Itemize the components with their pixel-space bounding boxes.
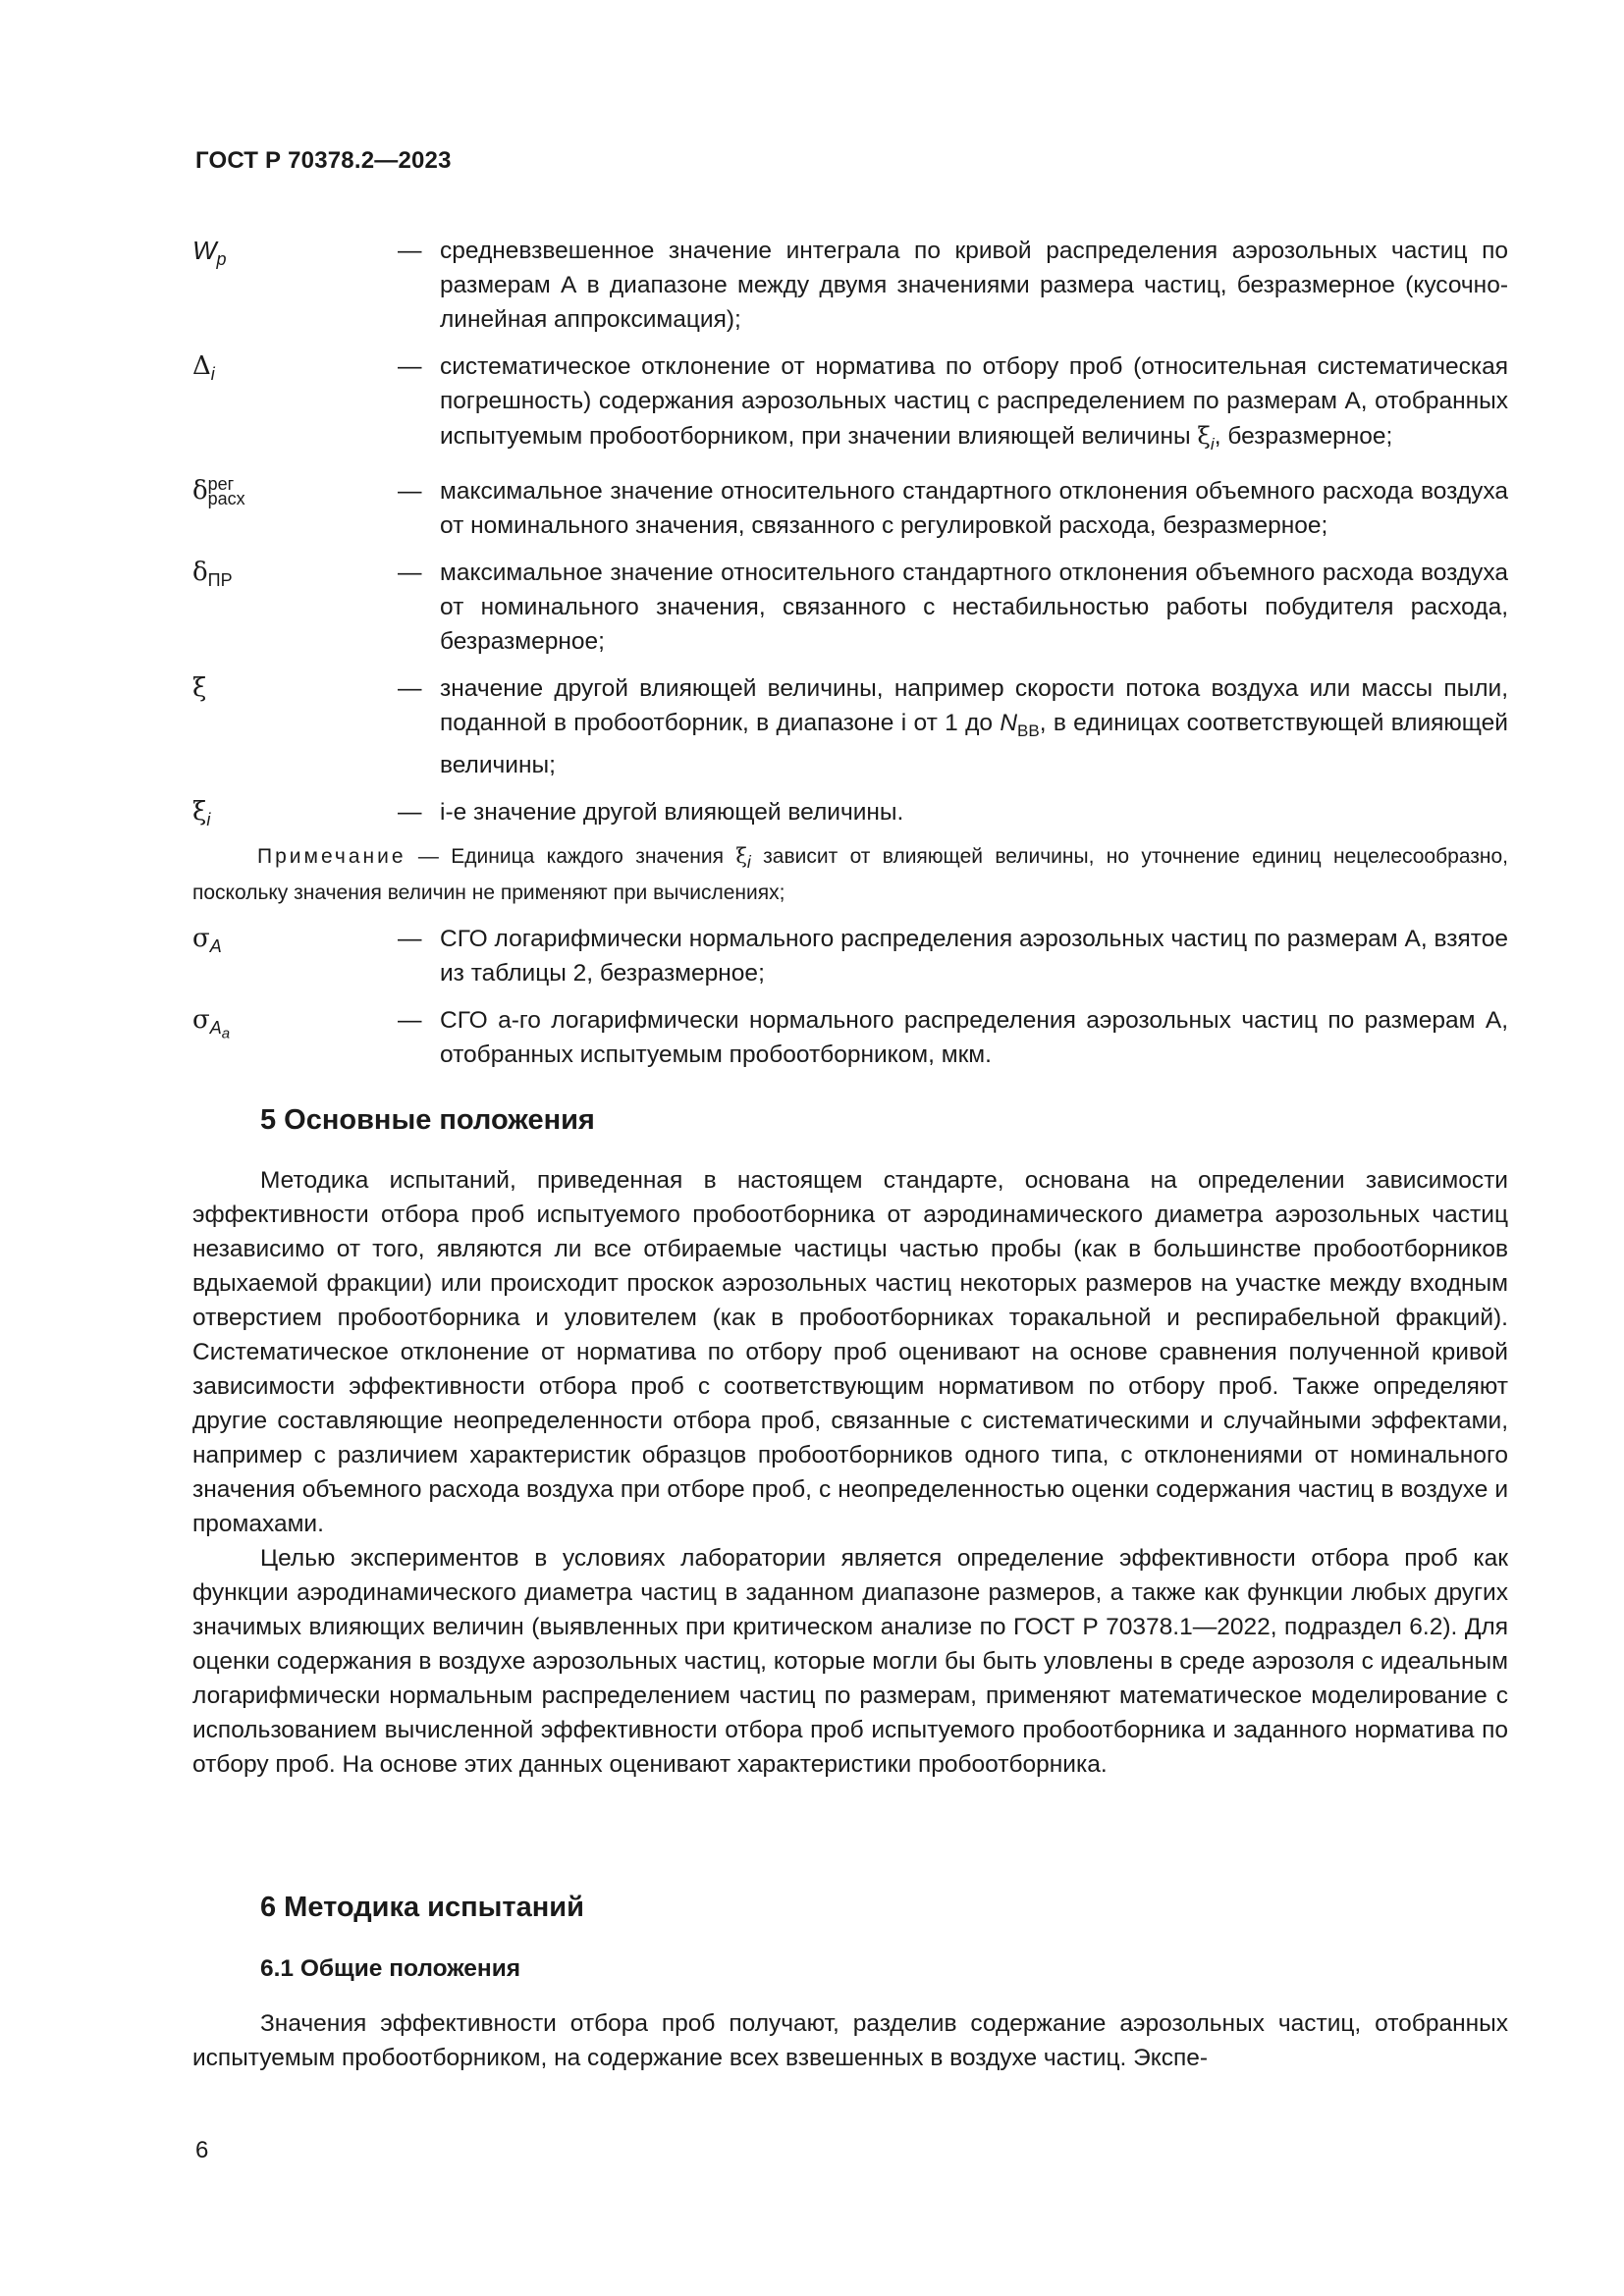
symbol: $\sigma_{A_a}$: [192, 1004, 231, 1042]
dash: —: [398, 1006, 422, 1034]
paragraph: Методика испытаний, приведенная в настоящем стандарте, основана на определении зависимости эффективности отбора проб испытуемого пробоотборника от аэродинамического диаметра аэрозольных частиц независимо от того, являются ли все отбираемые частицы частью пробы (как в большинстве пробоотборников вдыхаемой фракции) или происходит проскок аэрозольных частиц некоторых размеров на участке между входным отверстием пробоотборника и уловителем (как в пробоотборниках торакальной и респирабельной фракций). Систематическое отклонение от норматива по отбору проб оценивают на основе сравнения полученной кривой зависимости эффективности отбора проб с соответствующим нормативом по отбору проб. Также определяют другие составляющие неопределенности отбора проб, связанные с систематическими и случайными эффектами, например с различием характеристик образцов пробоотборников одного типа, с отклонениями от номинального значения объемного расхода воздуха при отборе проб, с неопределенностью оценки содержания частиц в воздухе и промахами.: [192, 1167, 1508, 1537]
dash: —: [398, 559, 422, 586]
symbol: ξ: [192, 672, 207, 703]
dash: —: [398, 925, 422, 952]
definition-text: максимальное значение относительного стандартного отклонения объемного расхода воздуха от номинального значения, связанного с регулировкой расхода, безразмерное;: [440, 477, 1508, 539]
symbol: $W_p$: [192, 236, 227, 270]
symbol: $\delta_{ПР}$: [192, 557, 233, 591]
dash: —: [398, 798, 422, 826]
paragraph: Целью экспериментов в условиях лаборатории является определение эффективности отбора проб как функции аэродинамического диаметра частиц в заданном диапазоне размеров, а также как функции любых других значимых влияющих величин (выявленных при критическом анализе по ГОСТ Р 70378.1—2022, подраздел 6.2). Для оценки содержания в воздухе аэрозольных частиц, которые могли бы быть уловлены в среде аэрозоля с идеальным логарифмически нормальным распределением частиц по размерам, применяют математическое моделирование с использованием вычисленной эффективности отбора проб испытуемого пробоотборника и заданного норматива по отбору проб. На основе этих данных оценивают характеристики пробоотборника.: [192, 1545, 1508, 1778]
section-5-title: 5 Основные положения: [260, 1104, 595, 1136]
section-5-body: [192, 1163, 1508, 1782]
definition-text: СГО логарифмически нормального распределения аэрозольных частиц по размерам А, взятое из таблицы 2, безразмерное;: [440, 925, 1508, 987]
definition-item: [192, 556, 1508, 659]
section-6-body: [192, 2006, 1508, 2075]
definition-text: средневзвешенное значение интеграла по кривой распределения аэрозольных частиц по размерам А в диапазоне между двумя значениями размера частиц, безразмерное (кусочно-линейная аппроксимация);: [440, 238, 1508, 333]
definition-text: СГО a-го логарифмически нормального распределения аэрозольных частиц по размерам А, отобранных испытуемым пробоотборником, мкм.: [440, 1006, 1508, 1068]
symbol: $\sigma_A$: [192, 923, 222, 957]
subsection-6-1-title: 6.1 Общие положения: [260, 1955, 521, 1982]
paragraph: Значения эффективности отбора проб получают, разделив содержание аэрозольных частиц, отобранных испытуемым пробоотборником, на содержание всех взвешенных в воздухе частиц. Экспе-: [192, 2010, 1508, 2071]
document-header: ГОСТ Р 70378.2—2023: [195, 147, 452, 174]
definition-text: максимальное значение относительного стандартного отклонения объемного расхода воздуха от номинального значения, связанного с нестабильностью работы побудителя расхода, безразмерное;: [440, 559, 1508, 655]
note: Примечание — Единица каждого значения $\xi_i$ зависит от влияющей величины, но уточнение единиц нецелесообразно, поскольку значения величин не применяют при вычислениях;: [192, 843, 1508, 904]
definition-text: систематическое отклонение от норматива по отбору проб (относительная систематическая погрешность) содержания аэрозольных частиц с распределением по размерам А, отобранных испытуемым пробоотборником, при значении влияющей величины $\xi_i$, безразмерное;: [440, 353, 1508, 454]
dash: —: [398, 674, 422, 702]
definition-item: [192, 349, 1508, 461]
symbol: $\xi_i$: [192, 796, 211, 829]
definition-item: [192, 922, 1508, 990]
page-number: 6: [195, 2137, 209, 2163]
definition-text: значение другой влияющей величины, например скорости потока воздуха или массы пыли, поданной в пробоотборник, в диапазоне i от 1 до $N_{ВВ}$, в единицах соответствующей влияющей величины;: [440, 674, 1508, 778]
definition-item: [192, 234, 1508, 337]
symbol: δ рег расх: [192, 473, 245, 508]
definition-item: [192, 1003, 1508, 1072]
definition-item: [192, 474, 1508, 543]
dash: —: [398, 238, 422, 264]
note-label: Примечание: [257, 844, 406, 868]
definition-text: i-е значение другой влияющей величины.: [440, 798, 904, 826]
dash: —: [398, 477, 422, 505]
section-6-title: 6 Методика испытаний: [260, 1892, 584, 1923]
definitions-list: [192, 234, 1508, 1072]
dash: —: [398, 353, 422, 380]
definition-item: [192, 671, 1508, 782]
symbol: $\Delta_i$: [192, 351, 215, 385]
definition-item: [192, 795, 1508, 829]
